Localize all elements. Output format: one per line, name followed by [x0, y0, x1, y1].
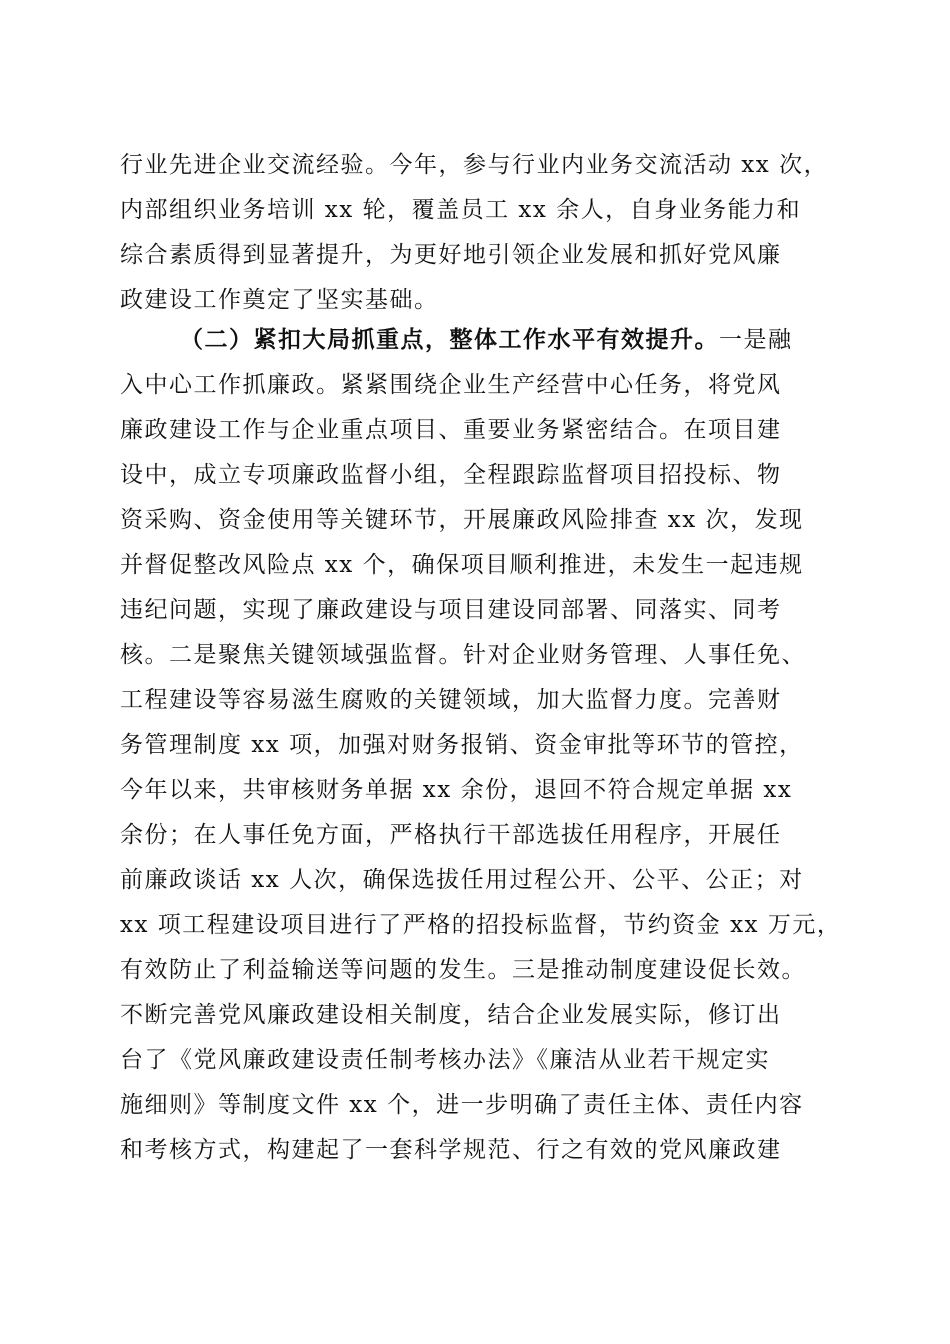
section-heading: （二）紧扣大局抓重点，整体工作水平有效提升。 [180, 326, 719, 353]
paragraph-2-line: 前廉政谈话 xx 人次，确保选拔任用过程公开、公平、公正；对 [120, 867, 804, 893]
paragraph-2-line: 廉政建设工作与企业重点项目、重要业务紧密结合。在项目建 [120, 417, 782, 443]
paragraph-2-first-line-rest: 一是融 [719, 327, 793, 353]
paragraph-2-line: 有效防止了利益输送等问题的发生。三是推动制度建设促长效。 [120, 957, 806, 983]
paragraph-1-line-1: 行业先进企业交流经验。今年，参与行业内业务交流活动 xx 次， [120, 152, 829, 178]
paragraph-2-line: xx 项工程建设项目进行了严格的招投标监督，节约资金 xx 万元， [120, 912, 842, 938]
paragraph-2-line: 设中，成立专项廉政监督小组，全程跟踪监督项目招投标、物 [120, 462, 782, 488]
paragraph-1-line-4: 政建设工作奠定了坚实基础。 [120, 287, 439, 313]
paragraph-2-line: 不断完善党风廉政建设相关制度，结合企业发展实际，修订出 [120, 1002, 782, 1028]
paragraph-2-line: 核。二是聚焦关键领域强监督。针对企业财务管理、人事任免、 [120, 642, 806, 668]
paragraph-2-first-line [180, 325, 793, 355]
paragraph-2-line: 今年以来，共审核财务单据 xx 余份，退回不符合规定单据 xx [120, 777, 793, 803]
paragraph-2-line: 工程建设等容易滋生腐败的关键领域，加大监督力度。完善财 [120, 687, 782, 713]
paragraph-2-line: 资采购、资金使用等关键环节，开展廉政风险排查 xx 次，发现 [120, 507, 804, 533]
paragraph-2-line: 并督促整改风险点 xx 个，确保项目顺利推进，未发生一起违规 [120, 552, 804, 578]
paragraph-2-line: 台了《党风廉政建设责任制考核办法》《廉洁从业若干规定实 [120, 1047, 770, 1073]
paragraph-1-line-2: 内部组织业务培训 xx 轮，覆盖员工 xx 余人，自身业务能力和 [120, 197, 802, 223]
paragraph-2-line: 违纪问题，实现了廉政建设与项目建设同部署、同落实、同考 [120, 597, 782, 623]
paragraph-2-line: 务管理制度 xx 项，加强对财务报销、资金审批等环节的管控， [120, 732, 804, 758]
paragraph-2-line: 和考核方式，构建起了一套科学规范、行之有效的党风廉政建 [120, 1137, 782, 1163]
paragraph-2-line: 入中心工作抓廉政。紧紧围绕企业生产经营中心任务，将党风 [120, 372, 782, 398]
paragraph-2-line: 施细则》等制度文件 xx 个，进一步明确了责任主体、责任内容 [120, 1092, 804, 1118]
paragraph-2-line: 余份；在人事任免方面，严格执行干部选拔任用程序，开展任 [120, 822, 782, 848]
paragraph-1-line-3: 综合素质得到显著提升，为更好地引领企业发展和抓好党风廉 [120, 242, 782, 268]
